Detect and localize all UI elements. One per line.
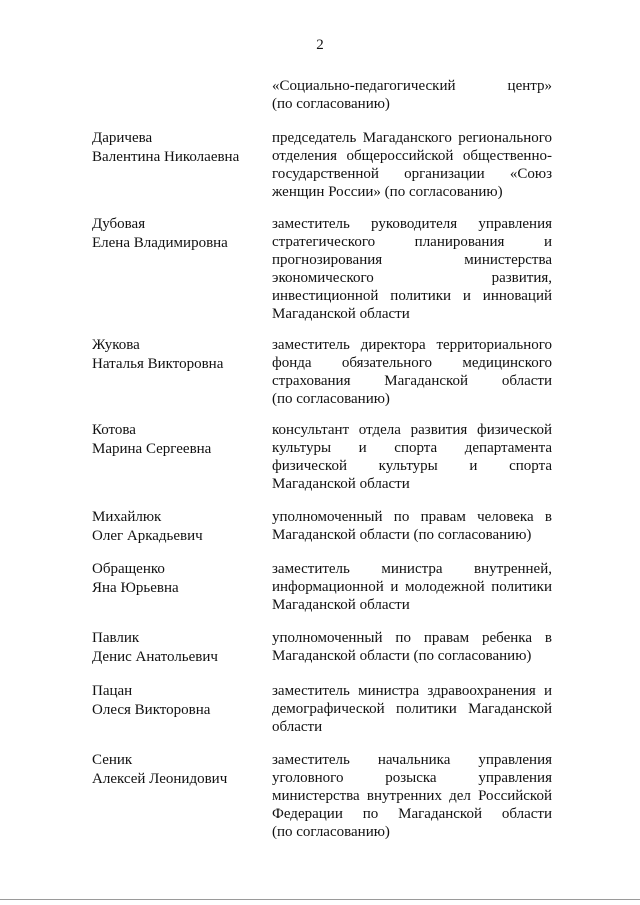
member-given-names: Денис Анатольевич	[92, 649, 218, 665]
description-line: Федерации по Магаданской области	[272, 806, 552, 822]
member-description	[272, 421, 552, 493]
description-line: информационной и молодежной политики	[272, 579, 552, 595]
member-description	[272, 751, 552, 841]
description-line: Магаданской области	[272, 476, 410, 492]
description-line: председатель Магаданского регионального	[272, 130, 552, 146]
member-name	[92, 629, 257, 667]
description-line: страхования Магаданской области	[272, 373, 552, 389]
description-line: министерства внутренних дел Российской	[272, 788, 552, 804]
description-line: консультант отдела развития физической	[272, 422, 552, 438]
member-given-names: Олег Аркадьевич	[92, 528, 203, 544]
member-surname: Котова	[92, 422, 136, 438]
description-line: фонда обязательного медицинского	[272, 355, 552, 371]
member-given-names: Наталья Викторовна	[92, 356, 224, 372]
member-description	[272, 77, 552, 113]
member-surname: Пацан	[92, 683, 133, 699]
description-line: стратегического планирования и	[272, 234, 552, 250]
description-line: уполномоченный по правам человека в	[272, 509, 552, 525]
member-name	[92, 336, 257, 374]
member-name	[92, 682, 257, 720]
description-line: заместитель министра внутренней,	[272, 561, 552, 577]
member-name	[92, 560, 257, 598]
description-line: (по согласованию)	[272, 824, 390, 840]
member-given-names: Марина Сергеевна	[92, 441, 212, 457]
member-name	[92, 751, 257, 789]
description-line: заместитель министра здравоохранения и	[272, 683, 552, 699]
member-given-names: Яна Юрьевна	[92, 580, 179, 596]
member-surname: Даричева	[92, 130, 153, 146]
description-line: уголовного розыска управления	[272, 770, 552, 786]
description-line: заместитель директора территориального	[272, 337, 552, 353]
description-line: «Социально-педагогический центр»	[272, 78, 552, 94]
description-line: женщин России» (по согласованию)	[272, 184, 503, 200]
description-line: экономического развития,	[272, 270, 552, 286]
member-given-names: Олеся Викторовна	[92, 702, 211, 718]
description-line: инвестиционной политики и инноваций	[272, 288, 552, 304]
member-description	[272, 682, 552, 736]
description-line: Магаданской области (по согласованию)	[272, 527, 532, 543]
member-description	[272, 129, 552, 201]
member-given-names: Елена Владимировна	[92, 235, 228, 251]
member-description	[272, 629, 552, 665]
description-line: заместитель руководителя управления	[272, 216, 552, 232]
page-number: 2	[316, 37, 324, 53]
member-surname: Обращенко	[92, 561, 165, 577]
description-line: (по согласованию)	[272, 96, 390, 112]
description-line: государственной организации «Союз	[272, 166, 552, 182]
description-line: (по согласованию)	[272, 391, 390, 407]
member-name	[92, 129, 257, 167]
member-description	[272, 508, 552, 544]
description-line: Магаданской области (по согласованию)	[272, 648, 532, 664]
member-description	[272, 336, 552, 408]
member-name	[92, 421, 257, 459]
member-name	[92, 215, 257, 253]
description-line: заместитель начальника управления	[272, 752, 552, 768]
member-description	[272, 560, 552, 614]
member-surname: Павлик	[92, 630, 140, 646]
description-line: Магаданской области	[272, 597, 410, 613]
member-given-names: Алексей Леонидович	[92, 771, 228, 787]
description-line: отделения общероссийской общественно-	[272, 148, 552, 164]
description-line: культуры и спорта департамента	[272, 440, 552, 456]
member-surname: Дубовая	[92, 216, 146, 232]
bottom-divider	[0, 899, 640, 900]
description-line: уполномоченный по правам ребенка в	[272, 630, 552, 646]
description-line: области	[272, 719, 323, 735]
member-name	[92, 508, 257, 546]
member-description	[272, 215, 552, 323]
description-line: прогнозирования министерства	[272, 252, 552, 268]
member-surname: Сеник	[92, 752, 133, 768]
description-line: Магаданской области	[272, 306, 410, 322]
member-surname: Жукова	[92, 337, 140, 353]
description-line: демографической политики Магаданской	[272, 701, 552, 717]
member-surname: Михайлюк	[92, 509, 162, 525]
member-given-names: Валентина Николаевна	[92, 149, 240, 165]
description-line: физической культуры и спорта	[272, 458, 552, 474]
